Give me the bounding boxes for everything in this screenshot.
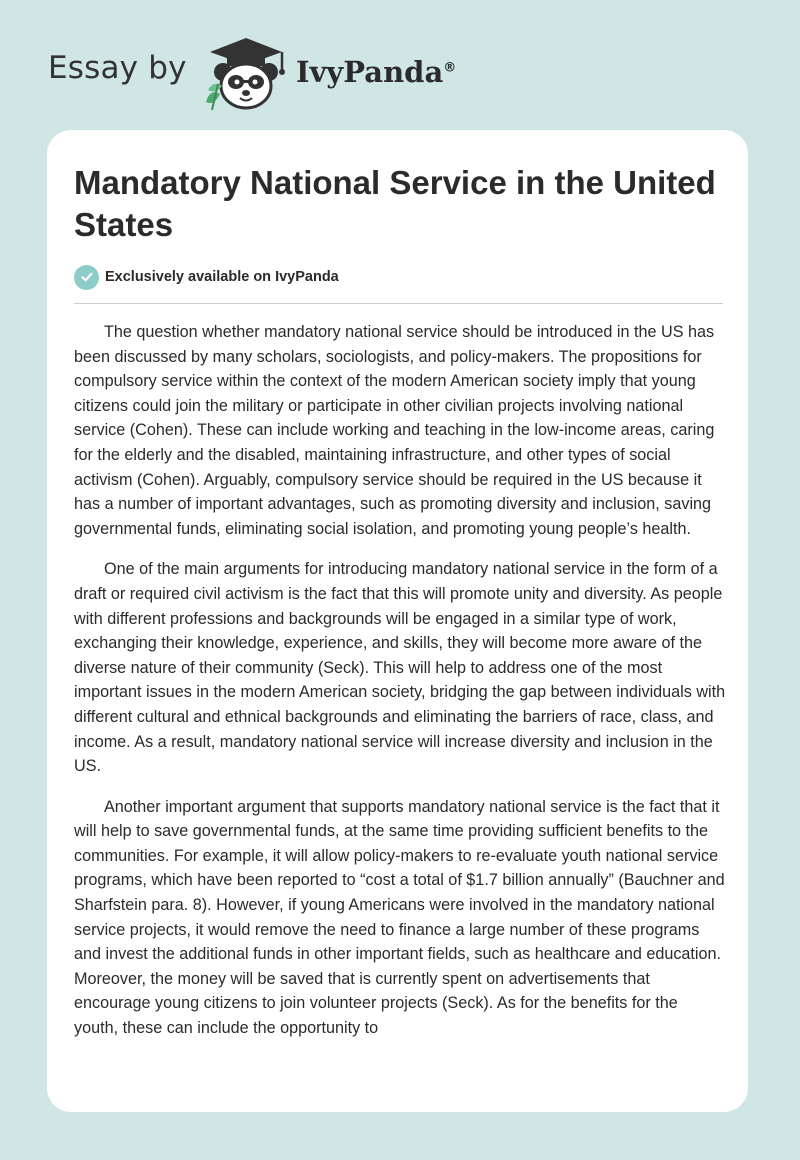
check-icon — [74, 265, 99, 290]
essay-card — [47, 130, 748, 1112]
exclusive-badge — [74, 264, 339, 290]
badge-label: Exclusively available on IvyPanda — [105, 269, 339, 285]
site-header — [0, 0, 800, 130]
paragraph: Another important argument that supports mandatory national service is the fact that it will help to save governmental funds, at the same time providing sufficient benefits to the communities. For example, it will allow policy-makers to re-evaluate youth national service programs, which have been reported to “cost a total of $1.7 billion annually” (Bauchner and Sharfstein para. 8). However, if young Americans were involved in the mandatory national service projects, it would remove the need to finance a large number of these programs and invest the additional funds in other important fields, such as healthcare and education. Moreover, the money will be saved that is currently spent on advertisements that encourage young citizens to join volunteer projects (Seck). As for the benefits for the youth, these can include the opportunity to — [74, 797, 725, 1038]
brand-name[interactable] — [296, 55, 456, 89]
paragraph: One of the main arguments for introducing mandatory national service in the form of a draft or required civil activism is the fact that this will promote unity and diversity. As people with different professions and backgrounds will be engaged in a similar type of work, exchanging their knowledge, experience, and skills, they will become more aware of the diverse nature of their community (Seck). This will help to address one of the most important issues in the modern American society, bridging the gap between individuals with different cultural and ethnical backgrounds and eliminating the barriers of race, class, and income. As a result, mandatory national service will increase diversity and inclusion in the US. — [74, 560, 726, 776]
panda-graduate-icon[interactable] — [200, 32, 292, 112]
page-title: Mandatory National Service in the United States — [74, 164, 716, 243]
brand-label: IvyPanda — [296, 55, 444, 89]
divider — [74, 303, 723, 304]
paragraph: The question whether mandatory national service should be introduced in the US has been discussed by many scholars, sociologists, and policy-makers. The propositions for compulsory service within the context of the modern American society imply that young citizens could join the military or participate in other civilian projects involving national service (Cohen). These can include working and teaching in the low-income areas, caring for the elderly and the disabled, maintaining infrastructure, and other types of social activism (Cohen). Arguably, compulsory service should be required in the US because it has a number of important advantages, such as promoting diversity and inclusion, saving governmental funds, eliminating social isolation, and promoting young people’s health. — [74, 323, 715, 538]
registered-mark: ® — [443, 60, 457, 76]
essay-by-label: Essay by — [48, 50, 187, 86]
essay-body — [74, 320, 726, 1057]
